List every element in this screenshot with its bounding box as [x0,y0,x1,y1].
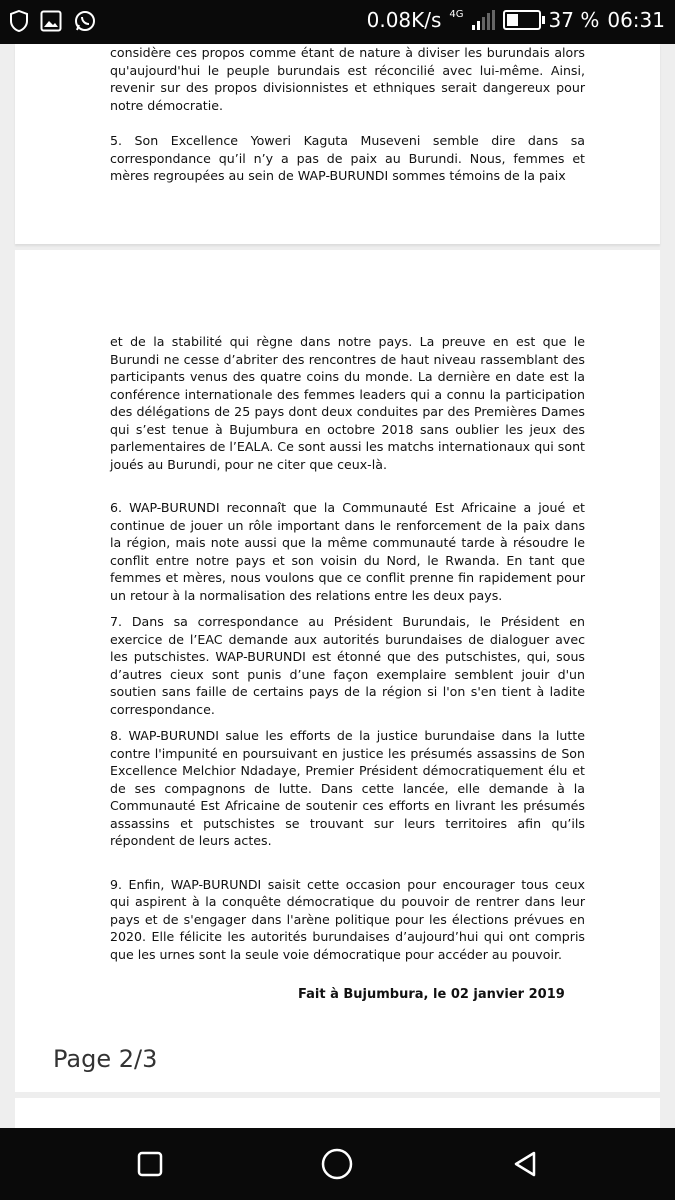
square-icon [136,1150,164,1178]
shield-icon [10,10,28,36]
image-icon [40,10,62,36]
paragraph: 7. Dans sa correspondance au Président Burundais, le Président en exercice de l’EAC demande aux autorités burundaises de dialoguer avec les putschistes. WAP-BURUNDI est étonné que des putschistes, qui, sous d’autres cieux sont punis d’une façon exemplaire semblent jouir d'un soutien sans faille de certains pays de la région si l'on s'en tient à ladite correspondance. [110,614,585,717]
navigation-bar [0,1128,675,1200]
status-bar [0,0,675,44]
network-type: 4G [449,8,464,20]
battery-icon [503,10,541,30]
paragraph: et de la stabilité qui règne dans notre pays. La preuve en est que le Burundi ne cesse d’abriter des rencontres de haut niveau rassemblant des participants venus des quatre coins du monde. La dernière en date est la conférence internationale des femmes leaders qui a connu la participation des délégations de 25 pays dont deux conduites par des Premières Dames qui s’est tenue à Bujumbura en octobre 2018 sans oublier les jeux des parlementaires de l’EALA. Ce sont aussi les matchs internationaux qui sont joués au Burundi, pour ne citer que ceux-là. [110,334,585,472]
document-page-3 [15,1098,660,1128]
circle-icon [320,1147,354,1181]
home-button[interactable] [319,1146,355,1182]
paragraph: 8. WAP-BURUNDI salue les efforts de la justice burundaise dans la lutte contre l'impunité en poursuivant en justice les présumés assassins de Son Excellence Melchior Ndadaye, Premier Président démocratiquement élu et de ses compagnons de lutte. Dans cette lancée, elle demande à la Communauté Est Africaine de soutenir ces efforts en livrant les présumés assassins et putschistes se trouvant sur leurs territoires afin qu’ils répondent de leurs actes. [110,728,585,848]
battery-percent: 37 % [548,8,600,32]
document-page-2 [15,250,660,1092]
back-button[interactable] [507,1146,543,1182]
back-triangle-icon [510,1149,540,1179]
page-number: Page 2/3 [53,1045,158,1073]
paragraph: 9. Enfin, WAP-BURUNDI saisit cette occasion pour encourager tous ceux qui aspirent à la conquête démocratique du pouvoir de rentrer dans leur pays et de s'engager dans l'arène politique pour les élections prévues en 2020. Elle félicite les autorités burundaises d’aujourd’hui qui ont compris que les urnes sont la seule voie démocratique pour accéder au pouvoir. [110,876,585,962]
document-page-1 [15,44,660,244]
paragraph: considère ces propos comme étant de nature à diviser les burundais alors qu'aujourd'hui le peuple burundais est réconcilié avec lui-même. Ainsi, revenir sur des propos divisionnistes et ethniques serait dangereux pour notre démocratie. [110,45,585,113]
network-rate: 0.08K/s [366,8,442,32]
whatsapp-icon [74,10,96,36]
page1-text [110,44,585,185]
paragraph: 6. WAP-BURUNDI reconnaît que la Communauté Est Africaine a joué et continue de jouer un rôle important dans le renforcement de la paix dans la région, mais note aussi que la même communauté tarde à résoudre le conflit entre notre pays et son voisin du Nord, le Rwanda. En tant que femmes et mères, nous voulons que ce conflit prenne fin rapidement pour un retour à la normalisation des relations entre les deux pays. [110,500,585,603]
page2-text [110,333,585,963]
clock: 06:31 [607,8,665,32]
recent-apps-button[interactable] [132,1146,168,1182]
signal-icon [472,10,495,30]
notification-icons [10,10,96,36]
signature-line: Fait à Bujumbura, le 02 janvier 2019 [298,987,565,1002]
paragraph: 5. Son Excellence Yoweri Kaguta Museveni semble dire dans sa correspondance qu’il n’y a pas de paix au Burundi. Nous, femmes et mères regroupées au sein de WAP-BURUNDI sommes témoins de la paix [110,133,585,183]
